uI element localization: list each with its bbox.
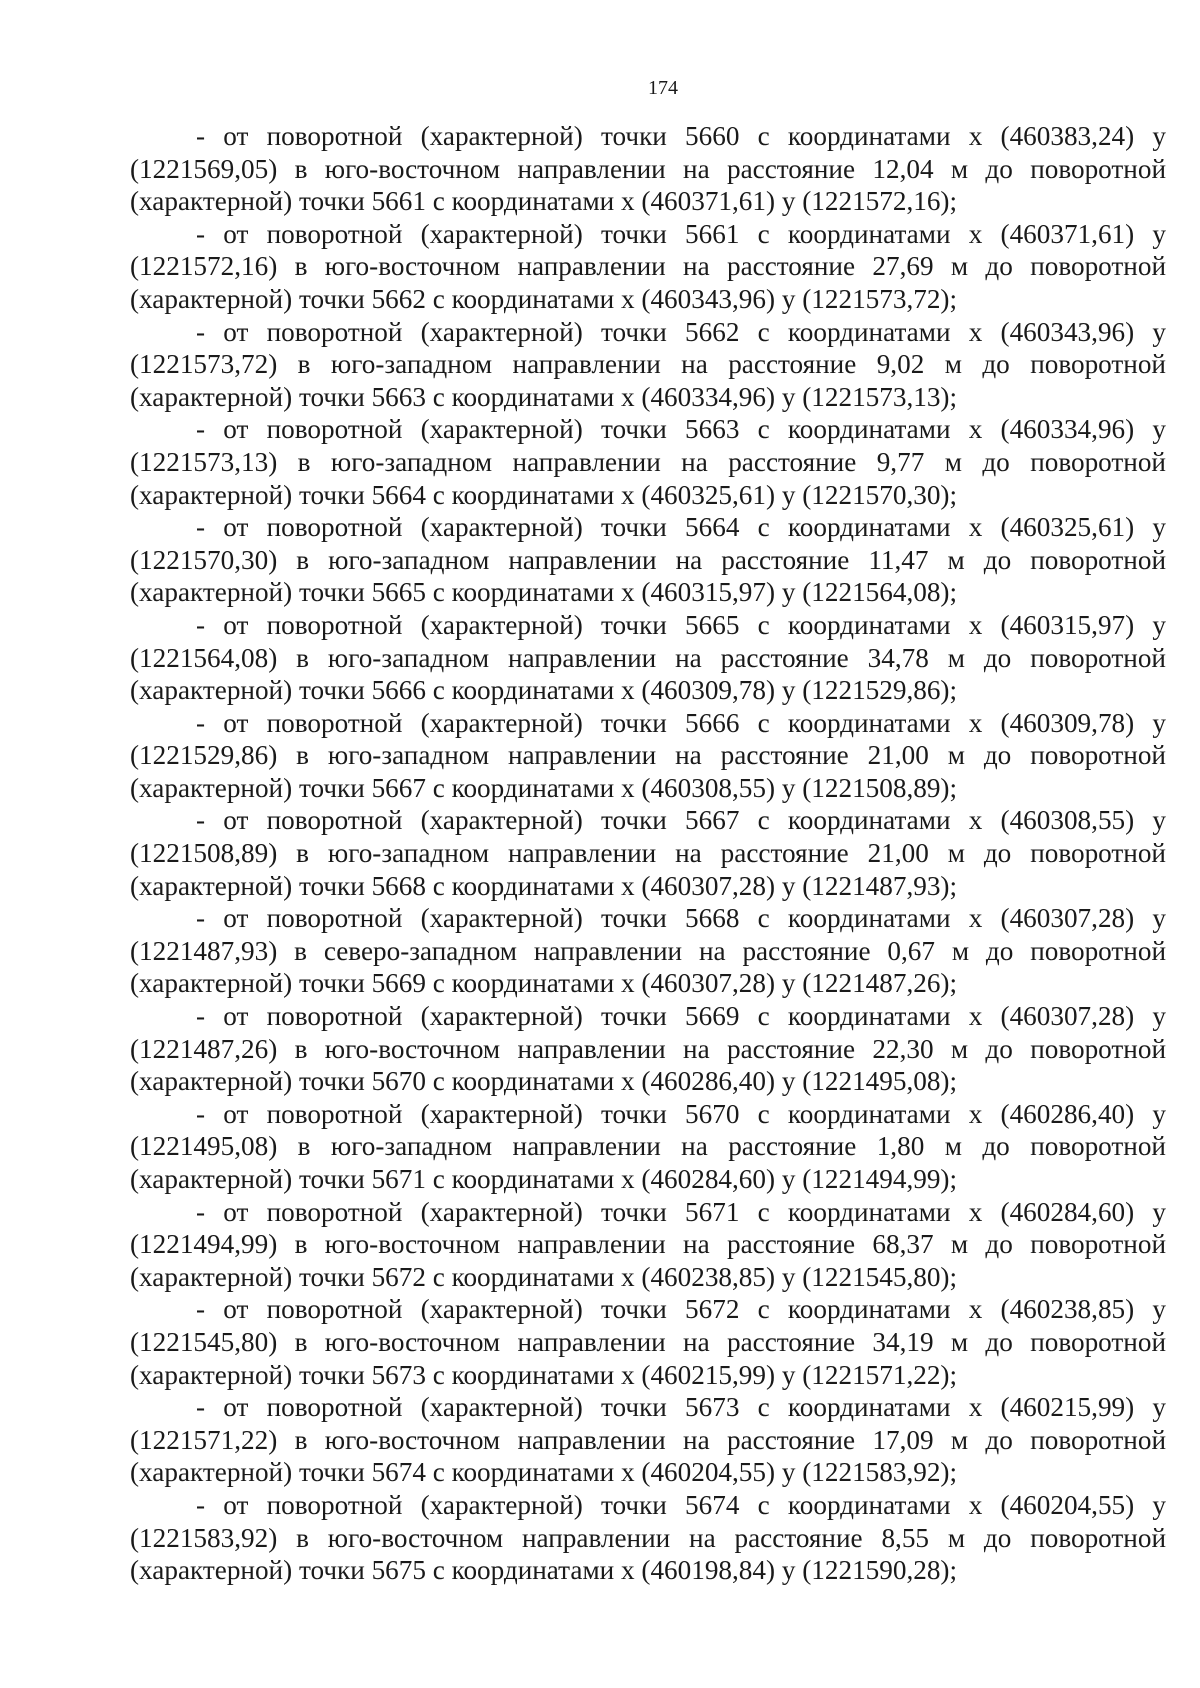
boundary-segment-5668: - от поворотной (характерной) точки 5668 с координатами x (460307,28) y (1221487,93) в северо-западном направлении на расстояние 0,67 м до поворотной (характерной) точки 5669 с координатами x (460307,28) y (1221487,26); [130,903,1166,999]
page-number: 174 [648,77,678,99]
boundary-segment-5661: - от поворотной (характерной) точки 5661 с координатами x (460371,61) y (1221572,16) в юго-восточном направлении на расстояние 27,69 м до поворотной (характерной) точки 5662 с координатами x (460343,96) y (1221573,72); [130,218,1166,314]
boundary-segment-5667: - от поворотной (характерной) точки 5667 с координатами x (460308,55) y (1221508,89) в юго-западном направлении на расстояние 21,00 м до поворотной (характерной) точки 5668 с координатами x (460307,28) y (1221487,93); [130,805,1166,901]
boundary-segment-5674: - от поворотной (характерной) точки 5674 с координатами x (460204,55) y (1221583,92) в юго-восточном направлении на расстояние 8,55 м до поворотной (характерной) точки 5675 с координатами x (460198,84) y (1221590,28); [130,1489,1166,1586]
boundary-segment-5673: - от поворотной (характерной) точки 5673 с координатами x (460215,99) y (1221571,22) в юго-восточном направлении на расстояние 17,09 м до поворотной (характерной) точки 5674 с координатами x (460204,55) y (1221583,92); [130,1392,1166,1488]
boundary-segment-5663: - от поворотной (характерной) точки 5663 с координатами x (460334,96) y (1221573,13) в юго-западном направлении на расстояние 9,77 м до поворотной (характерной) точки 5664 с координатами x (460325,61) y (1221570,30); [130,414,1166,510]
boundary-segment-5672: - от поворотной (характерной) точки 5672 с координатами x (460238,85) y (1221545,80) в юго-восточном направлении на расстояние 34,19 м до поворотной (характерной) точки 5673 с координатами x (460215,99) y (1221571,22); [130,1294,1166,1390]
boundary-segment-5671: - от поворотной (характерной) точки 5671 с координатами x (460284,60) y (1221494,99) в юго-восточном направлении на расстояние 68,37 м до поворотной (характерной) точки 5672 с координатами x (460238,85) y (1221545,80); [130,1196,1166,1292]
boundary-segment-5660: - от поворотной (характерной) точки 5660 с координатами x (460383,24) y (1221569,05) в юго-восточном направлении на расстояние 12,04 м до поворотной (характерной) точки 5661 с координатами x (460371,61) y (1221572,16); [130,121,1166,217]
boundary-segment-5664: - от поворотной (характерной) точки 5664 с координатами x (460325,61) y (1221570,30) в юго-западном направлении на расстояние 11,47 м до поворотной (характерной) точки 5665 с координатами x (460315,97) y (1221564,08); [130,512,1166,608]
boundary-segment-5666: - от поворотной (характерной) точки 5666 с координатами x (460309,78) y (1221529,86) в юго-западном направлении на расстояние 21,00 м до поворотной (характерной) точки 5667 с координатами x (460308,55) y (1221508,89); [130,707,1166,803]
document-body [130,120,1166,1587]
boundary-segment-5662: - от поворотной (характерной) точки 5662 с координатами x (460343,96) y (1221573,72) в юго-западном направлении на расстояние 9,02 м до поворотной (характерной) точки 5663 с координатами x (460334,96) y (1221573,13); [130,316,1166,412]
boundary-segment-5665: - от поворотной (характерной) точки 5665 с координатами x (460315,97) y (1221564,08) в юго-западном направлении на расстояние 34,78 м до поворотной (характерной) точки 5666 с координатами x (460309,78) y (1221529,86); [130,609,1166,706]
boundary-segment-5669: - от поворотной (характерной) точки 5669 с координатами x (460307,28) y (1221487,26) в юго-восточном направлении на расстояние 22,30 м до поворотной (характерной) точки 5670 с координатами x (460286,40) y (1221495,08); [130,1001,1166,1097]
boundary-segment-5670: - от поворотной (характерной) точки 5670 с координатами x (460286,40) y (1221495,08) в юго-западном направлении на расстояние 1,80 м до поворотной (характерной) точки 5671 с координатами x (460284,60) y (1221494,99); [130,1098,1166,1194]
